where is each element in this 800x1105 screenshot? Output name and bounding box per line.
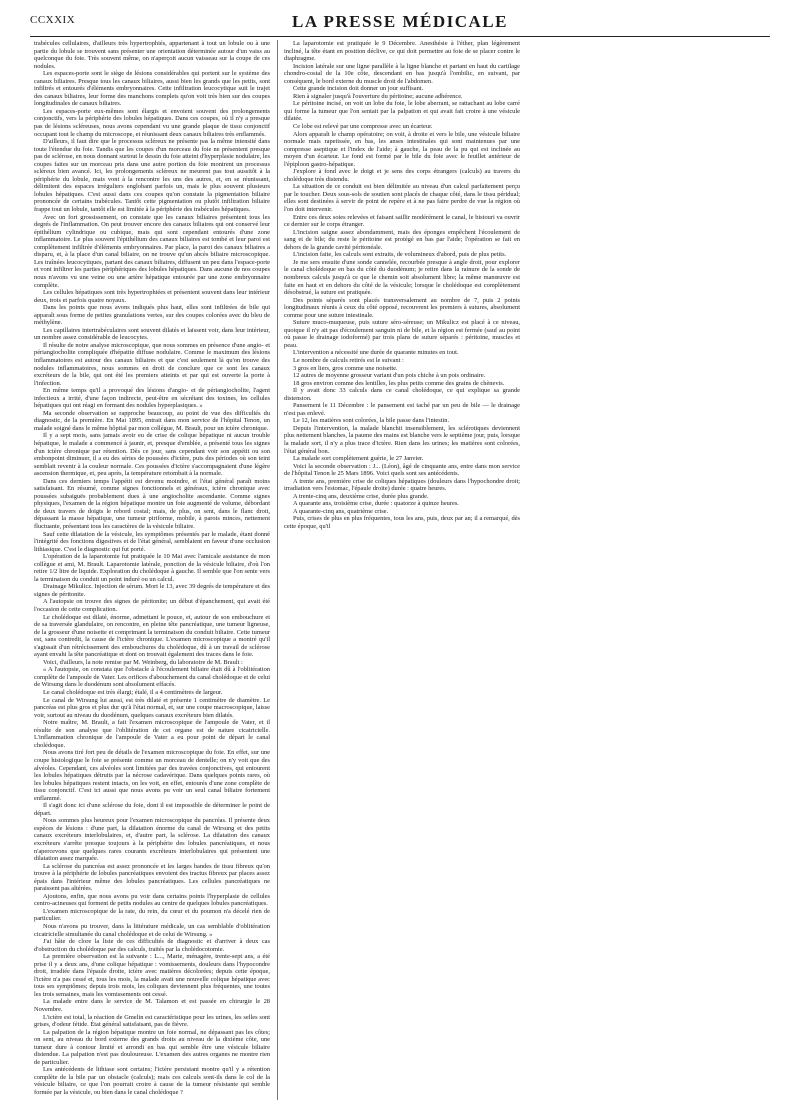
paragraph: Avec un fort grossissement, on constate que les canaux biliaires présentent tous les degrés de l'inflammation. On peut trouver encore des canaux biliaires qui ont conservé leur épithélium cylindrique ou cubique, mais qui sont cependant entourés d'une zone inflammatoire. Le plus souvent l'épithélium des canaux biliaires est tombé et leur paroi est complètement infiltrée d'éléments embryonnaires. Par place, la paroi des canaux biliaires a disparu, et, à la place d'un canal biliaire, on ne trouve qu'un abcès biliaire microscopique. Les traînées leucocytiques, partant des canaux biliaires, diffusent un peu dans l'espace-porte et vont infiltrer les parties périphériques des lobules hépatiques. Dans aucune de nos coupes nous n'avons vu une veine ou une artère hépatique entourée par une zone embryonnaire complète.	[34, 213, 270, 289]
paragraph: Alors apparaît le champ opératoire; on voit, à droite et vers le bile, une vésicule biliaire normale mais rapetissée, en bas, les anses intestinales qui sont maintenues par une compresse aseptique et l'index de l'aide; à gauche, la peau de la pu qui est inclinée au moyen d'un écarteur. Le fond est formé par le bile du foie avec le feuillet antérieur de l'épiploon gastro-hépatique.	[284, 130, 520, 168]
paragraph: La palpation de la région hépatique montre un foie normal, ne dépassant pas les côtes; on sent, au niveau du bord externe des grands droits au niveau de la dixième côte, une tumeur dure à contour limité et arrondi en bas qui semble être une vésicule biliaire distendue. La palpation n'est pas douloureuse. L'examen des autres organes ne montre rien de particulier.	[34, 1028, 270, 1066]
paragraph: A quarante ans, troisième crise, durée : quatorze à quinze heures.	[293, 500, 459, 508]
paragraph: La sclérose du pancréas est assez prononcée et les larges bandes de tissu fibreux qu'on trouve à la périphérie de lobules pancréatiques envoient des tractus fibreux par places assez épais dans l'intérieur même des lobules pancréatiques. Les cellules pancréatiques ne paraissent pas altérées.	[34, 862, 270, 893]
article-body	[34, 40, 770, 1100]
paragraph: Il s'agit donc ici d'une sclérose du foie, dont il est impossible de déterminer le point de départ.	[34, 802, 270, 817]
paragraph: Le canal de Wirsung lui aussi, est très dilaté et présente 1 centimètre de diamètre. Le pancréas est plus gros et plus dur qu'à l'état normal, et, sur une coupe macroscopique, laisse voir, surtout au niveau du duodénum, quelques canaux excréteurs bien dilatés.	[34, 696, 270, 719]
paragraph: Le canal cholédoque est très élargi; étalé, il a 4 centimètres de largeur.	[43, 689, 223, 697]
paragraph: A quarante-cinq ans, quatrième crise.	[293, 507, 389, 515]
paragraph: Entre ces deux soies relevées et faisant saillir modérément le canal, le bistouri va ouvrir ce dernier sur le corps étranger.	[284, 213, 520, 229]
paragraph: Ajoutons, enfin, que nous avons pu voir dans certains points l'hyperplasie de cellules centro-acineuses qui forment de petits nodules au centre de quelques lobules pancréatiques.	[34, 892, 270, 908]
paragraph: Des points séparés sont placés transversalement au nombre de 7, puis 2 points longitudinaux réunis à ceux du côté opposé, recouvrent les premiers à sutures, absolument comme pour une suture intestinale.	[284, 296, 520, 319]
paragraph: Nous avons tiré fort peu de détails de l'examen microscopique du foie. En effet, sur une coupe histologique le foie se présente comme un morceau de dentelle; on n'y voit que des alvéoles. Cependant, ces alvéoles sont limitées par des travées conjonctives, qui entourent les lobules hépatiques détruits par la nécrose cadavérique. Dans quelques points rares, où les lobules hépatiques restent intacts, on les voit, en effet, entourés d'une zone complète de tissu conjonctif. C'est ici aussi que nous avons pu voir un seul canal biliaire fortement enflammé.	[34, 749, 270, 802]
paragraph: A trente-cinq ans, deuxième crise, durée plus grande.	[293, 492, 429, 500]
paragraph: Le 12, les matières sont colorées, la bile passe dans l'intestin.	[293, 417, 450, 425]
paragraph: Depuis l'intervention, la malade blanchit insensiblement, les sclérotiques deviennent plus nettement blanches, la paume des mains est blanche vers le septième jour, puis, lorsque la malade sort, il n'y a plus trace d'ictère. Rien dans les urines; les matières sont colorées, l'état général bon.	[284, 424, 520, 455]
paragraph: Voici la seconde observation : J... (Léon), âgé de cinquante ans, entre dans mon service de l'hôpital Tenon le 25 Mars 1896. Voici quels sont ses antécédents.	[284, 462, 520, 478]
journal-title: LA PRESSE MÉDICALE	[292, 12, 508, 31]
paragraph: Suture muco-muqueuse, puis suture séro-séreuse; un Mikulicz est placé à ce niveau, quoique il n'y ait pas d'écoulement sanguin ni de bile, et la région est fermée (sauf au point où passe le drainage iodoformé) par trois plans de suture séparés : péritoine, muscles et peau.	[284, 319, 520, 349]
paragraph: La première observation est la suivante : L..., Marie, ménagère, trente-sept ans, a été prise il y a deux ans, d'une colique hépatique : vomissements, douleurs dans l'hypocondre droit, irradiée dans l'épaule droite, ictère avec matières décolorées; depuis cette époque, l'ictère n'a pas cessé et, tous les mois, la malade avait une nouvelle colique hépatique avec tous ses symptômes; depuis trois mois, les coliques deviennent plus fréquentes, une toutes les trois semaines, mais les vomissements ont cessé.	[34, 953, 270, 998]
paragraph: Puis, crises de plus en plus fréquentes, tous les ans, puis, deux par an; il a remarqué, dès cette époque, qu'il	[284, 515, 520, 530]
paragraph: trabécules cellulaires, d'ailleurs très hypertrophiés, appartenant à tout un lobule ou à une partie du lobule se trouvent sans présenter une orientation déterminée autour d'un vaiss au quelconque du foie. Très souvent même, on n'aperçoit aucun vaisseau sur la coupe de ces nodules.	[34, 40, 270, 70]
paragraph: Le nombre de calculs retirés est le suivant :	[293, 356, 404, 364]
paragraph: Les espaces-porte sont le siège de lésions considérables qui portent sur le système des canaux biliaires. Presque tous les canaux biliaires, aussi bien les grands que les petits, sont infiltrés et entourés d'éléments embryonnaires. Cette infiltration leucocytique suit le trajet des canaux biliaires, leur forme des manchons complets qu'on voit très bien sur des coupes longitudinales de canaux biliaires.	[34, 70, 270, 108]
paragraph: L'incision faite, les calculs sont extraits, de volumineux d'abord, puis de plus petits.	[293, 251, 507, 259]
paragraph: J'ai hâte de clore la liste de ces difficultés de diagnostic et d'arriver à deux cas d'obstruction du cholédoque par des calculs, traités par la cholédocotomie.	[34, 938, 270, 953]
paragraph: Notre maître, M. Brault, a fait l'examen microscopique de l'ampoule de Vater, et il résulte de son analyse que l'oblitération de cet organe est de nature cicatricielle. L'inflammation chronique de l'ampoule de Vater a eu pour point de départ le canal cholédoque.	[34, 719, 270, 749]
paragraph: La malade sort complètement guérie, le 27 Janvier.	[293, 455, 424, 463]
paragraph: A trente ans, première crise de coliques hépatiques (douleurs dans l'hypochondre droit; irradiation vers l'estomac, l'épaule droite) durée : quatre heures.	[284, 477, 520, 493]
paragraph: Les antécédents de lithiase sont certains; l'ictère persistant montre qu'il y a rétention complète de la bile par un obstacle (calculs); mais ces calculs sont-ils dans le col de la vésicule biliaire, ce que l'on pourrait croire à cause de la tumeur résistante qui semble formée par la vésicule, ou bien dans le canal cholédoque ?	[34, 1066, 270, 1097]
paragraph: Nous n'avons pu trouver, dans la littérature médicale, un cas semblable d'oblitération cicatricielle simultanée du canal cholédoque et de celui de Wirsung. »	[34, 922, 270, 938]
paragraph: Il résulte de notre analyse microscopique, que nous sommes en présence d'une angio- et périangiocholite compliquée d'hépatite diffuse nodulaire. Comme le maximum des lésions inflammatoires est autour des canaux biliaires et que c'est seulement là qu'on trouve des nodules inflammatoires, nous sommes en droit de conclure que ce sont les canaux excréteurs de la bile, qui ont été les premiers atteints et par qui est ouverte la porte à l'infection.	[34, 341, 270, 387]
paragraph: Il y avait donc 33 calculs dans ce canal cholédoque, ce qui explique sa grande distension.	[284, 387, 520, 402]
paragraph: L'intervention a nécessité une durée de quarante minutes en tout.	[293, 349, 459, 357]
paragraph: Je me sers ensuite d'une sonde cannelée, recourbée presque à angle droit, pour explorer le canal cholédoque en bas du côté du duodénum; je retire dans la rainure de la sonde de nombreux calculs jusqu'à ce que le chemin soit absolument libre; la même manœuvre est faite en haut et en dehors du côté de la vésicule; lorsque le cholédoque est complètement désobstrué, la suture est pratiquée.	[284, 258, 520, 297]
paragraph: Ce lobe est relevé par une compresse avec un écarteur.	[293, 123, 433, 131]
paragraph: Nous sommes plus heureux pour l'examen microscopique du pancréas. Il présente deux espèces de lésions : d'une part, la dilatation énorme du canal de Wirsung et des petits canaux excréteurs interlobulaires, et, d'autre part, la sclérose. La dilatation des canaux excréteurs s'arrête presque toujours à la périphérie des lobules pancréatiques, et nous n'apercevons que quelques rares courants excréteurs interlobulaires qui présentent une dilatation assez marquée.	[34, 817, 270, 863]
paragraph: Dans les points que nous avons indiqués plus haut, elles sont infiltrées de bile qui apparaît sous forme de petites granulations vertes, sur des coupes colorées avec du bleu de méthylène.	[34, 304, 270, 327]
paragraph: Le péritoine incisé, on voit un lobe du foie, le lobe aberrant, se rattachant au lobe carré qui forme la tumeur que l'on sentait par la palpation et qui avait fait croire à une vésicule dilatée.	[284, 100, 520, 123]
page-header	[30, 12, 770, 37]
paragraph: Cette grande incision doit donner un jour suffisant.	[293, 85, 424, 93]
paragraph: Dans ces derniers temps l'appétit est devenu moindre, et l'état général paraît moins satisfaisant. En résumé, comme signes fonctionnels et généraux, ictère chronique avec poussées subaiguës probablement dues à une angiocholite ascendante. Comme signes physiques, l'examen de la région hépatique montre un foie augmenté de volume, débordant de deux travers de doigts le rebord costal; mais, de plus, on sent, dans le flanc droit, dépassant la masse hépatique, une tumeur piriforme, mobile, à parois minces, nettement fluctuante, présentant tous les caractères de la vésicule biliaire.	[34, 477, 270, 530]
paragraph: L'ictère est total, la réaction de Gmelin est caractéristique pour les urines, les selles sont grises, d'odeur fétide. État général satisfaisant, pas de fièvre.	[34, 1013, 270, 1029]
paragraph: Les capillaires intertrabéculaires sont souvent dilatés et laissent voir, dans leur intérieur, un nombre assez considérable de leucocytes.	[34, 326, 270, 342]
paragraph: L'opération de la laparotomie fut pratiquée le 10 Mai avec l'amicale assistance de mon collègue et ami, M. Brault. Laparotomie latérale, ponction de la vésicule biliaire, d'où l'on retire 1/2 litre de liquide. Exploration du cholédoque à gauche. Il semble que l'on sente vers la terminaison du conduit un point induré ou un calcul.	[34, 553, 270, 583]
paragraph: J'explore à fond avec le doigt et je sens des corps étrangers (calculs) au travers du cholédoque très distendu.	[284, 168, 520, 183]
paragraph: Incision latérale sur une ligne parallèle à la ligne blanche et partant en haut du cartilage chondro-costal de la 10e côte, descendant en bas jusqu'à l'ombilic, en suivant, par conséquent, le bord externe du muscle droit de l'abdomen.	[284, 62, 520, 85]
paragraph: Rien à signaler jusqu'à l'ouverture du péritoine; aucune adhérence.	[293, 92, 463, 100]
paragraph: Pansement le 11 Décembre : le pansement est taché par un peu de bile — le drainage n'est pas enlevé.	[284, 402, 520, 417]
paragraph: Les espaces-porte eux-mêmes sont élargis et envoient souvent des prolongements conjonctifs, vers la périphérie des lobules hépatiques. Dans ces coupes, où il n'y a presque pas de lésions scléreuses, nous avons cependant vu une grande plaque de tissu conjonctif occupant tout le champ du microscope, et réunissant deux canaux biliaires très enflammés.	[34, 107, 270, 138]
paragraph: Ma seconde observation se rapproche beaucoup, au point de vue des difficultés du diagnostic, de la première. En Mai 1895, entrait dans mon service de l'hôpital Tenon, un malade soigné dans le même hôpital par mon collègue, M. Brault, pour un ictère chronique.	[34, 409, 270, 432]
paragraph: A l'autopsie on trouve des signes de péritonite; un début d'épanchement, qui avait été l'occasion de cette complication.	[34, 598, 270, 614]
paragraph: Voici, d'ailleurs, la note remise par M. Weinberg, du laboratoire de M. Brault :	[43, 658, 243, 666]
paragraph: 12 autres de moyenne grosseur variant d'un pois chiche à un pois ordinaire.	[293, 372, 486, 380]
paragraph: 3 gros en liers, gros comme une noisette.	[293, 364, 398, 372]
paragraph: La laparotomie est pratiquée le 9 Décembre. Anesthésie à l'éther, plan légèrement incliné, la tête étant en position déclive, ce qui doit permettre au foie de se placer contre le diaphragme.	[284, 40, 520, 63]
paragraph: Sauf cette dilatation de la vésicule, les symptômes présentés par le malade, étant donné l'intégrité des fonctions digestives et de l'état général, semblaient en faveur d'une occlusion lithiasique. C'est le diagnostic qui fut porté.	[34, 530, 270, 553]
paragraph: La situation de ce conduit est bien délimitée au niveau d'un calcul parfaitement perçu par le toucher. Deux sous-sols de soutien sont placés de chaque côté, dans le tissu péridual; elles sont destinées à servir de point de repère et à ne pas faire perdre de vue la région où l'on doit intervenir.	[284, 183, 520, 214]
paragraph: Drainage Mikulicz. Injection de sérum. Mort le 13, avec 39 degrés de température et des signes de péritonite.	[34, 583, 270, 598]
paragraph: En même temps qu'il a provoqué des lésions d'angio- et de périangiocholite, l'agent infectieux a irrité, d'une façon indirecte, peut-être en sécrétant des toxines, les cellules hépatiques qui ont réagi en formant des nodules hyperplasiques. »	[34, 387, 270, 410]
paragraph: Le cholédoque est dilaté, énorme, admettant le pouce, et, autour de son embouchure et de sa traversée glandulaire, on rencontre, en pleine tête pancréatique, une tumeur ligneuse, de la grosseur d'une noisette et comprimant la terminaison du conduit biliaire. Cette tumeur est, sans contredit, la cause de l'ictère chronique. L'examen microscopique a montré qu'il s'agissait d'un rétrécissement des embouchures du cholédoque, dû à un travail de sclérose ayant envahi la tête pancréatique et dont on trouvait également des traces dans le foie.	[34, 613, 270, 659]
paragraph: La malade entre dans le service de M. Talamon et est passée en chirurgie le 28 Novembre.	[34, 998, 270, 1013]
page-number: CCXXIX	[30, 14, 76, 26]
paragraph: Les cellules hépatiques sont très hypertrophiées et présentent souvent dans leur intérieur deux, trois et parfois quatre noyaux.	[34, 289, 270, 304]
paragraph: L'examen microscopique de la rate, du rein, du cœur et du poumon n'a décelé rien de particulier.	[34, 907, 270, 923]
paragraph: « A l'autopsie, on constata que l'obstacle à l'écoulement biliaire était dû à l'oblitération complète de l'ampoule de Vater. Les orifices d'abouchement du canal cholédoque et de celui de Wirsung dans le duodénum sont absolument effacés.	[34, 666, 270, 689]
paragraph: L'incision saigne assez abondamment, mais des éponges empêchent l'écoulement de sang et de bile; du reste le péritoine est protégé en bas par l'aide; l'opération se fait en dehors de la grande cavité péritonéale.	[284, 228, 520, 251]
paragraph: Il y a sept mois, sans jamais avoir eu de crise de colique hépatique ni aucun trouble hépatique, le malade a commencé à jaunir, et, presque d'emblée, a présenté tous les signes d'un ictère chronique par rétention. Dès ce jour, sans cependant voir son appétit ou son embonpoint diminuer, il a eu des séries de poussées d'ictère, puis des périodes où son teint semblait revenir à la couleur normale. Ces poussées d'ictère s'accompagnaient d'une légère ascension thermique, et, peu après, la température retombait à la normale.	[34, 432, 270, 478]
paragraph: 18 gros environ comme des lentilles, les plus petits comme des grains de chènevis.	[293, 379, 505, 387]
paragraph: D'ailleurs, il faut dire que le processus scléreux ne présente pas la même intensité dans toute l'étendue du foie. Tandis que les coupes d'un morceau du foie ne présentent presque pas de sclérose, en nous donnant surtout le dessin du foie atteint d'hyperplasie nodulaire, les coupes faites sur un morceau pris dans une autre portion du foie montrent un processus scléreux bien avancé. Ici, les prolongements scléreux ne meurent pas tout aussitôt à la périphérie du lobule, mais vont à la rencontre les uns des autres, et, en se réunissant, délimitent des espaces irréguliers englobant parfois un, mais le plus souvent plusieurs lobules hépatiques. C'est aussi dans ces coupes qu'on constate la pigmentation biliaire prononcée de certains trabécules. Tantôt cette pigmentation ou plutôt infiltration biliaire frappe tout un lobule, tantôt elle est limitée à la périphérie des trabécules hépatiques.	[34, 138, 270, 214]
